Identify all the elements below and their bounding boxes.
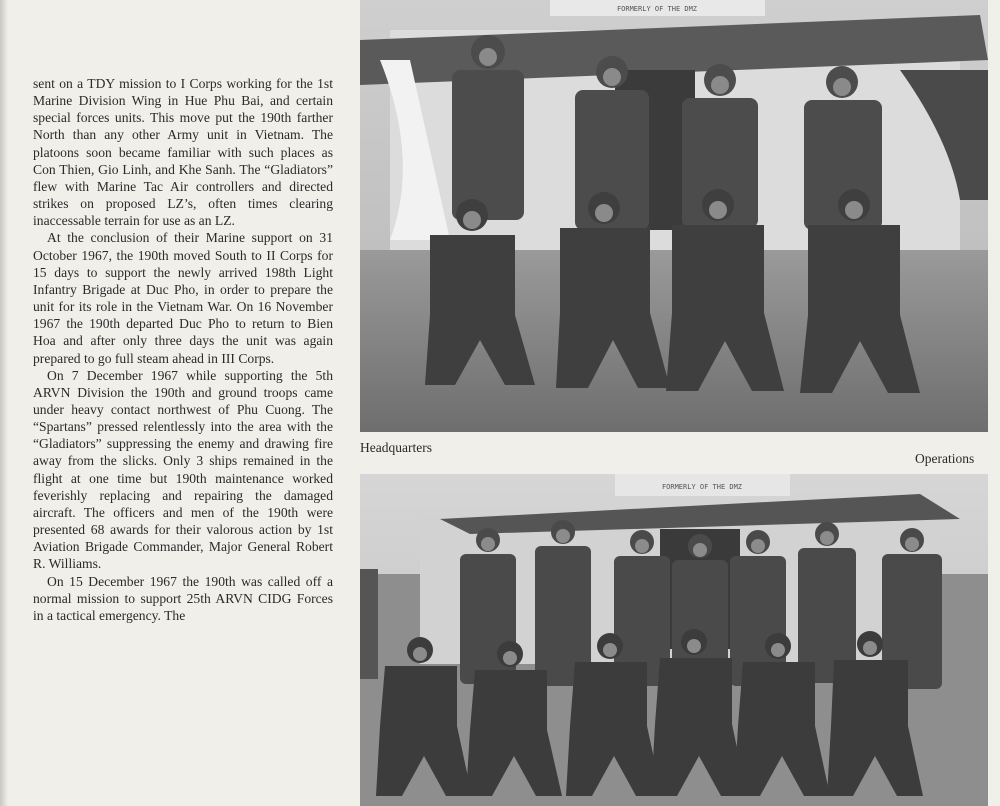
photo-caption-headquarters: Headquarters <box>360 440 432 455</box>
operations-group-photo <box>360 474 988 806</box>
dmz-sign-text: FORMERLY OF THE DMZ <box>616 5 698 13</box>
headquarters-photo-image <box>360 0 988 432</box>
operations-photo-image <box>360 474 988 806</box>
article-paragraph: On 15 December 1967 the 190th was called off a normal mission to support 25th ARVN CIDG Forces in a tactical emergency. The <box>33 573 333 623</box>
dmz-sign-text: FORMERLY OF THE DMZ <box>661 483 743 491</box>
article-paragraph: On 7 December 1967 while supporting the 5th ARVN Division the 190th and ground troops came under heavy contact northwest of Phu Cuong. The “Spartans” pressed relentlessly into the area with the “Gladiators” suppressing the enemy and drawing fire away from the slicks. Only 3 ships remained in the flight at one time but 190th maintenance worked feverishly replacing and repairing the damaged aircraft. The officers and men of the 190th were presented 68 awards for their valorous action by 1st Aviation Brigade Commander, Major General Robert R. Williams. <box>33 367 333 572</box>
headquarters-group-photo <box>360 0 988 432</box>
photo-caption-operations: Operations <box>915 451 975 466</box>
page-gutter-shadow <box>0 0 8 806</box>
article-paragraph: At the conclusion of their Marine support on 31 October 1967, the 190th moved South to II Corps for 15 days to support the newly arrived 198th Light Infantry Brigade at Duc Pho, in order to prepare the unit for its role in the Vietnam War. On 16 November 1967 the 190th departed Duc Pho to return to Bien Hoa and after only three days the unit was again prepared to go full steam ahead in III Corps. <box>33 230 333 366</box>
article-paragraph: sent on a TDY mission to I Corps working for the 1st Marine Division Wing in Hue Phu Bai, and certain special forces units. This move put the 190th farther North than any other Army unit in Vietnam. The platoons soon became familiar with such places as Con Thien, Gio Linh, and Khe Sanh. The “Gladiators” flew with Marine Tac Air controllers and directed strikes on proposed LZ’s, often times clearing inaccessable terrain for use as an LZ. <box>33 76 333 229</box>
article-text-column <box>33 75 333 624</box>
